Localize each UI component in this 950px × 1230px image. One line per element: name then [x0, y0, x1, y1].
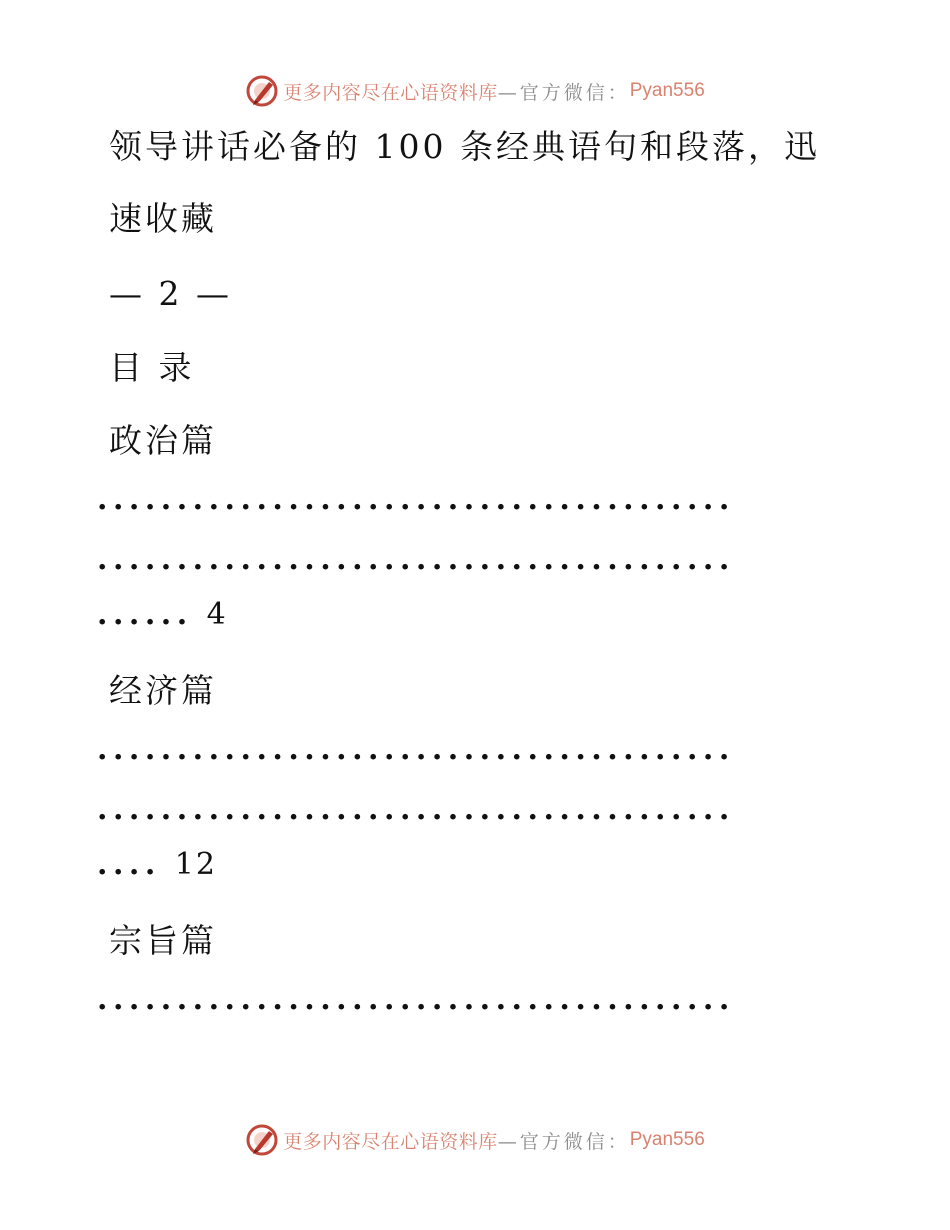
pen-logo-icon	[245, 1123, 279, 1157]
footer-banner	[0, 1120, 950, 1160]
toc-entry-title: 经济篇	[109, 671, 217, 710]
toc-dot-leader: ......	[97, 597, 193, 632]
document-title-line-1: 领导讲话必备的 100 条经典语句和段落，迅	[109, 127, 820, 166]
toc-dot-leader: ........................................	[97, 735, 735, 765]
toc-heading: 目 录	[109, 348, 195, 387]
banner-text: 更多内容尽在心语资料库	[283, 1130, 498, 1153]
toc-page-number: 4	[206, 597, 228, 632]
header-banner	[0, 71, 950, 111]
toc-dot-leader: ........................................	[97, 485, 735, 515]
banner-text: 更多内容尽在心语资料库	[283, 81, 498, 104]
banner-subtext: —官方微信：	[497, 1130, 630, 1153]
page-marker: — 2 —	[109, 274, 232, 313]
toc-entry-page-line	[97, 597, 228, 632]
toc-dot-leader: ....	[97, 847, 161, 882]
pen-logo-icon	[245, 74, 279, 108]
toc-dot-leader: ........................................	[97, 545, 735, 575]
document-title-line-2: 速收藏	[109, 199, 217, 238]
banner-subtext: —官方微信：	[497, 81, 630, 104]
toc-dot-leader: ........................................	[97, 795, 735, 825]
wechat-id: Pyan556	[629, 1129, 705, 1150]
toc-dot-leader: ........................................	[97, 985, 735, 1015]
toc-entry-page-line	[97, 847, 217, 882]
toc-entry-title: 宗旨篇	[109, 921, 217, 960]
toc-entry-title: 政治篇	[109, 421, 217, 460]
wechat-id: Pyan556	[629, 80, 705, 101]
toc-page-number: 12	[174, 847, 217, 882]
